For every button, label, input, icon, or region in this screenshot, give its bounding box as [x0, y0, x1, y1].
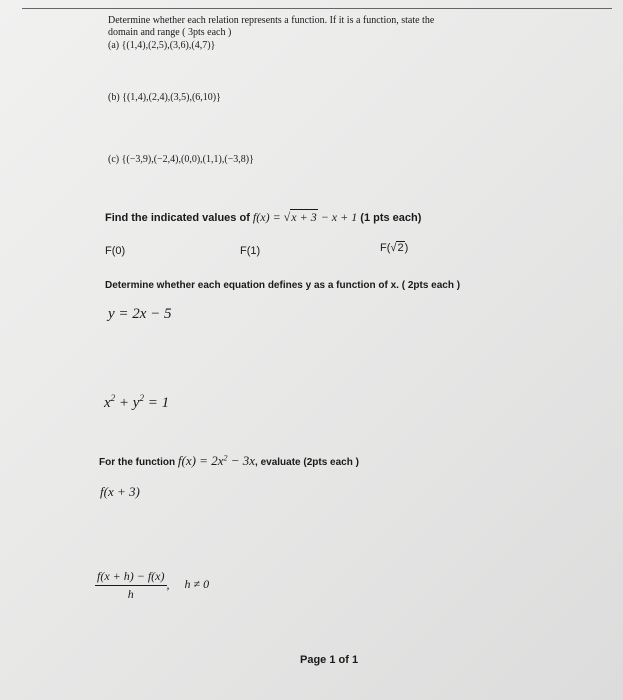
find-values-points: (1 pts each) [357, 212, 422, 224]
equation-2 [104, 393, 169, 412]
relations-instructions-line1: Determine whether each relation represents a function. If it is a function, state the [108, 15, 435, 26]
relation-a [108, 40, 215, 52]
relation-a-set: {(1,4),(2,5),(3,6),(4,7)} [121, 40, 216, 51]
find-values-fx: f(x) = [252, 210, 284, 224]
relations-instructions-line2: domain and range ( 3pts each ) [108, 27, 232, 38]
fsqrt2-radicand: 2 [397, 242, 404, 254]
relation-c [108, 154, 254, 166]
eq2-y: y [132, 395, 140, 411]
dq-numerator: f(x + h) − f(x) [95, 569, 167, 586]
fsqrt2-suffix: ) [404, 242, 409, 254]
function-exp: 2 [223, 453, 228, 463]
relation-c-set: {(−3,9),(−2,4),(0,0),(1,1),(−3,8)} [121, 154, 254, 165]
equation-1: y = 2x − 5 [108, 306, 172, 322]
function-lead: For the function [99, 457, 178, 468]
function-trail: , evaluate (2pts each ) [255, 457, 359, 468]
value-f1: F(1) [240, 245, 261, 257]
fsqrt2-prefix: F( [380, 242, 391, 254]
equation-heading: Determine whether each equation defines y as a function of x. ( 2pts each ) [105, 280, 461, 291]
relation-b-set: {(1,4),(2,4),(3,5),(6,10)} [122, 92, 221, 103]
relation-a-label: (a) [108, 40, 120, 51]
dq-condition: h ≠ 0 [184, 577, 210, 592]
function-rest: − 3x [227, 453, 256, 468]
top-rule [22, 8, 612, 9]
difference-quotient-fraction [95, 569, 167, 602]
relation-c-label: (c) [108, 154, 120, 165]
difference-quotient [95, 569, 209, 602]
find-values-radicand: x + 3 [291, 210, 317, 224]
dq-denominator: h [127, 587, 134, 601]
eq2-rhs: = 1 [143, 395, 170, 411]
eq2-x-exp: 2 [110, 393, 116, 403]
value-f0: F(0) [105, 245, 126, 257]
eq2-y-exp: 2 [139, 393, 144, 403]
function-heading [99, 453, 359, 469]
find-values-heading: Find the indicated values of f(x) = √x + 3 − x + 1 (1 pts each) [105, 210, 422, 224]
value-fsqrt2: F(√2) [380, 242, 409, 254]
eq2-x: x [104, 395, 111, 411]
find-values-prefix: Find the indicated values of [105, 212, 253, 224]
relation-b [108, 92, 221, 104]
evaluate-part1: f(x + 3) [100, 484, 140, 499]
function-lhs: f(x) = 2x [177, 453, 224, 468]
page-number: Page 1 of 1 [300, 654, 359, 666]
relation-b-label: (b) [108, 92, 120, 103]
dq-comma: , [166, 577, 170, 592]
find-values-rest: − x + 1 [317, 210, 358, 224]
eq2-plus: + [115, 395, 133, 411]
